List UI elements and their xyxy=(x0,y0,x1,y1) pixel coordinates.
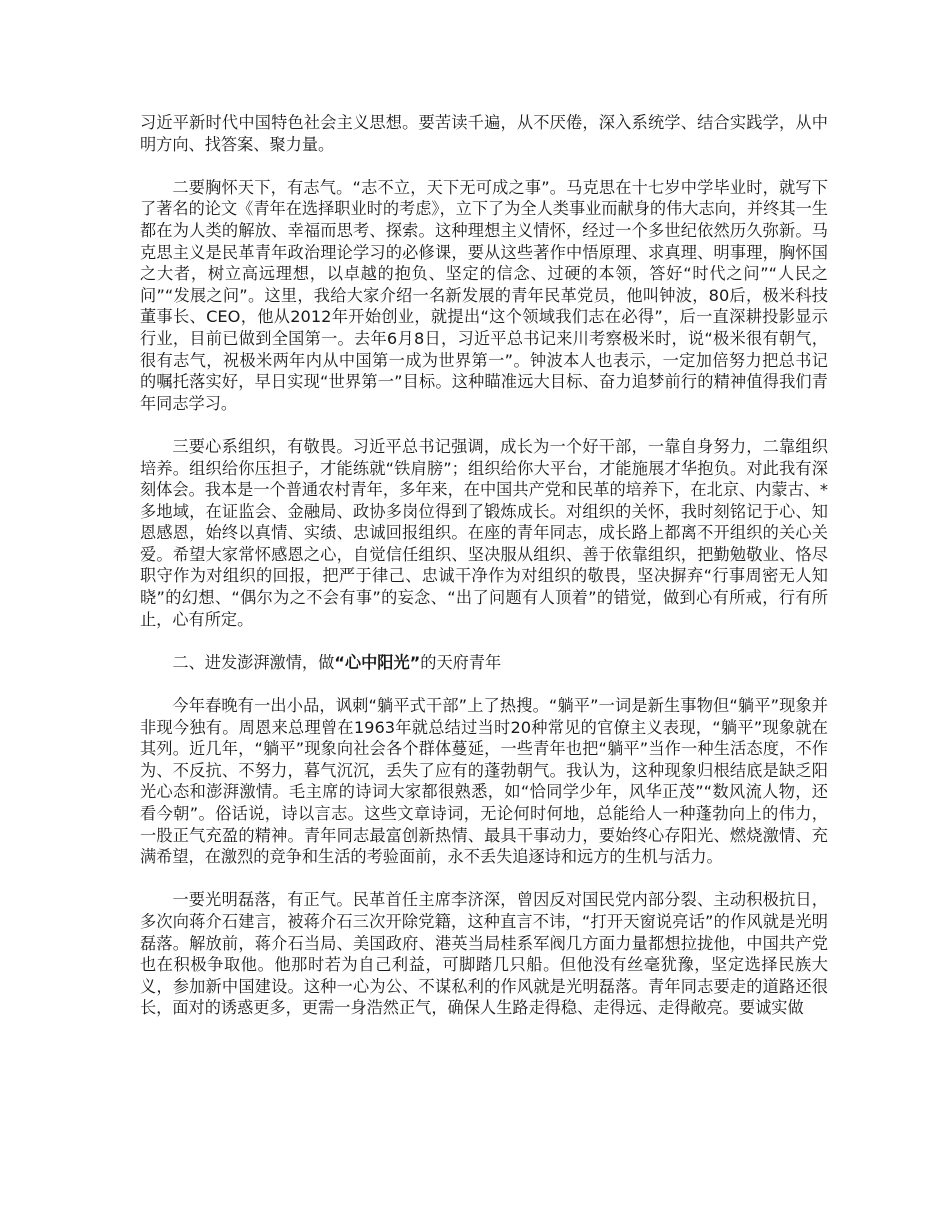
paragraph-2: 二要胸怀天下，有志气。“志不立，天下无可成之事”。马克思在十七岁中学毕业时，就写下了著名的论文《青年在选择职业时的考虑》，立下了为全人类事业而献身的伟大志向，并终其一生都在为人类的解放、幸福而思考、探索。这种理想主义情怀，经过一个多世纪依然历久弥新。马克思主义是民革青年政治理论学习的必修课，要从这些著作中悟原理、求真理、明事理，胸怀国之大者，树立高远理想，以卓越的抱负、坚定的信念、过硬的本领，答好“时代之问”“人民之问”“发展之问”。这里，我给大家介绍一名新发展的青年民革党员，他叫钟波，80后，极米科技董事长、CEO，他从2012年开始创业，就提出“这个领域我们志在必得”，后一直深耕投影显示行业，目前已做到全国第一。去年6月8日，习近平总书记来川考察极米时，说“极米很有朝气，很有志气，祝极米两年内从中国第一成为世界第一”。钟波本人也表示，一定加倍努力把总书记的嘱托落实好，早日实现“世界第一”目标。这种瞄准远大目标、奋力追梦前行的精神值得我们青年同志学习。 xyxy=(140,177,828,413)
document-page xyxy=(140,112,828,1041)
paragraph-3: 三要心系组织，有敬畏。习近平总书记强调，成长为一个好干部，一靠自身努力，二靠组织培养。组织给你压担子，才能练就“铁肩膀”；组织给你大平台，才能施展才华抱负。对此我有深刻体会。我本是一个普通农村青年，多年来，在中国共产党和民革的培养下，在北京、内蒙古、*多地域，在证监会、金融局、政协多岗位得到了锻炼成长。对组织的关怀，我时刻铭记于心、知恩感恩，始终以真情、实绩、忠诚回报组织。在座的青年同志，成长路上都离不开组织的关心关爱。希望大家常怀感恩之心，自觉信任组织、坚决服从组织、善于依靠组织，把勤勉敬业、恪尽职守作为对组织的回报，把严于律己、忠诚干净作为对组织的敬畏，坚决摒弃“行事周密无人知晓”的幻想、“偶尔为之不会有事”的妄念、“出了问题有人顶着”的错觉，做到心有所戒，行有所止，心有所定。 xyxy=(140,436,828,629)
section-heading-suffix: 的天府青年 xyxy=(420,652,502,672)
section-heading xyxy=(140,652,828,674)
paragraph-1: 习近平新时代中国特色社会主义思想。要苦读千遍，从不厌倦，深入系统学、结合实践学，从中明方向、找答案、聚力量。 xyxy=(140,113,828,154)
section-heading-prefix: 二、进发澎湃激情，做 xyxy=(172,652,335,672)
paragraph-4: 今年春晚有一出小品，讽刺“躺平式干部”上了热搜。“躺平”一词是新生事物但“躺平”现象并非现今独有。周恩来总理曾在1963年就总结过当时20种常见的官僚主义表现，“躺平”现象就在其列。近几年，“躺平”现象向社会各个群体蔓延，一些青年也把“躺平”当作一种生活态度，不作为、不反抗、不努力，暮气沉沉，丢失了应有的蓬勃朝气。我认为，这种现象归根结底是缺乏阳光心态和澎湃激情。毛主席的诗词大家都很熟悉，如“恰同学少年，风华正茂”“数风流人物，还看今朝”。俗话说，诗以言志。这些文章诗词，无论何时何地，总能给人一种蓬勃向上的伟力，一股正气充盈的精神。青年同志最富创新热情、最具干事动力，要始终心存阳光、燃烧激情、充满希望，在激烈的竞争和生活的考验面前，永不丢失追逐诗和远方的生机与活力。 xyxy=(140,696,828,867)
paragraph-5: 一要光明磊落，有正气。民革首任主席李济深，曾因反对国民党内部分裂、主动积极抗日，多次向蒋介石建言，被蒋介石三次开除党籍，这种直言不讳，“打开天窗说亮话”的作风就是光明磊落。解放前，蒋介石当局、美国政府、港英当局桂系军阀几方面力量都想拉拢他，中国共产党也在积极争取他。他那时若为自己利益，可脚踏几只船。但他没有丝毫犹豫，坚定选择民族大义，参加新中国建设。这种一心为公、不谋私利的作风就是光明磊落。青年同志要走的道路还很长，面对的诱惑更多，更需一身浩然正气，确保人生路走得稳、走得远、走得敞亮。要诚实做 xyxy=(140,890,828,1018)
section-heading-emphasis: “心中阳光” xyxy=(334,652,421,672)
